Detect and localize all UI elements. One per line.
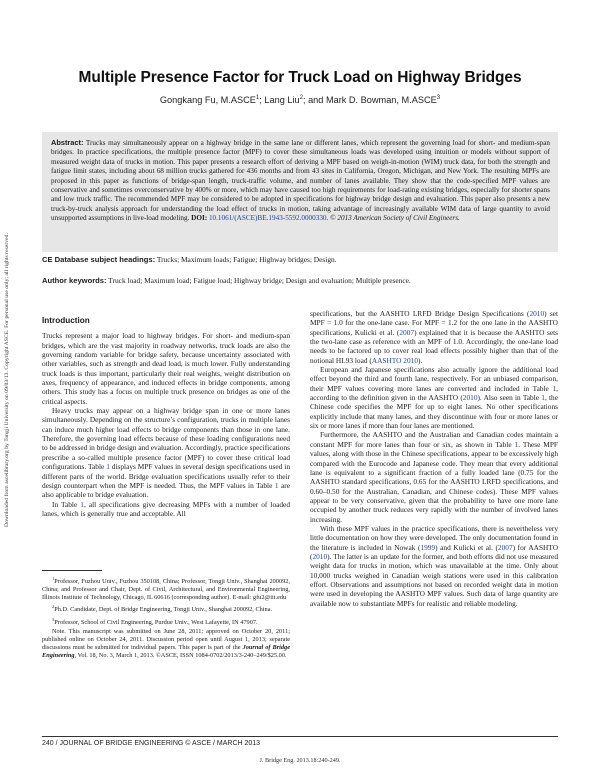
author-1: Gongkang Fu, M.ASCE: [159, 95, 256, 106]
abstract-text: Trucks may simultaneously appear on a highway bridge in the same lane or different lanes, which represent the governing load for short- and medium-span bridges. In practice specifications, the multiple presence factor (MPF) to cover these simultaneous loads was developed using intuition or models without support of measured weight data of trucks in motion. This paper presents a research effort of deriving a MPF based on weigh-in-motion (WIM) truck data, for both the strength and fatigue limit states, including about 68 million trucks gathered for 436 months and from 43 sites in California, Oregon, Michigan, and New York. The resulting MPFs are proposed in this paper as functions of bridge-span length, truck-traffic volume, and number of lanes available. They show that the code-specified MPF values are conservative and sometimes overconservative by 400% or more, which may have caused too high requirements for load-rating existing bridges, especially for shorter spans and low truck traffic. The recommended MPF may be considered to be adopted in specifications for highway bridge design and evaluation. This paper also presents a new truck-by-truck analysis approach for understanding the load effect of trucks in motion, taking advantage of increasingly available WIM data of large quantity to avoid unsupported assumptions in live-load modeling.: [51, 139, 550, 223]
footnote: $^1$Professor, Fuzhou Univ., Fuzhou 350108, China; Professor, Tongji Univ., Shanghai 200092, China; and Professor and Chair, Dept. of Civil, Architectural, and Environmental Engineering, Illinois Institute of Technology, Chicago, IL 60616 (corresponding author). E-mail: gfu2@iit.edu: [42, 576, 290, 602]
table-ref-link[interactable]: 1: [514, 439, 519, 449]
subject-headings-label: CE Database subject headings:: [42, 255, 156, 264]
citation-link[interactable]: 2007: [497, 542, 513, 552]
author-line: Gongkang Fu, M.ASCE$^1$; Lang Liu$^2$; and Mark D. Bowman, M.ASCE$^3$: [159, 95, 441, 106]
author-keywords: [42, 276, 558, 286]
footnotes: [42, 575, 290, 661]
citation-link[interactable]: 1999: [420, 542, 436, 552]
doi-link[interactable]: 10.1061/(ASCE)BE.1943-5592.0000330: [208, 214, 327, 223]
paper-title: Multiple Presence Factor for Truck Load on Highway Bridges: [78, 69, 522, 86]
citation-link[interactable]: AASHTO 2010: [371, 355, 418, 365]
paragraph: Furthermore, the AASHTO and the Australian and Canadian codes maintain a constant MPF for more lanes than four or six, as shown in Table 1. These MPF values, along with those in the Chinese specifications, appear to be excessively high compared with the Eurocode and Japanese code. They mean that every additional lane is equivalent to a significant fraction of a fully loaded lane (0.75 for the AASHTO standard specifications, 0.65 for the AASHTO LRFD specifications, and 0.60–0.50 for the Australian, Canadian, and Chinese codes). These MPF values appear to be very conservative, given that the probability to have one more lane occupied by another truck reduces very rapidly with the number of involved lanes increasing.: [310, 430, 559, 524]
table-ref-link[interactable]: 1: [106, 462, 110, 472]
copyright-notice: . © 2013 American Society of Civil Engineers.: [326, 214, 460, 223]
citation-footer: J. Bridge Eng. 2013.18:240-249.: [259, 757, 341, 764]
table-ref-link[interactable]: 1: [552, 383, 557, 393]
download-notice: [0, 170, 14, 590]
citation-link[interactable]: 2010: [462, 393, 478, 403]
section-heading-introduction: Introduction: [42, 316, 90, 325]
citation-link[interactable]: 2007: [399, 327, 415, 337]
paragraph: Trucks represent a major load to highway bridges. For short- and medium-span bridges, which are the vast majority in roadway networks, truck loads are also the governing random variable for bridge safety, because uncertainty associated with other variables, such as strength and dead load, is much lower. Fully understanding truck loads is thus important, particularly their real weights, weight distribution on axes, frequency of appearance, and induced effects in bridge components, among others. This study has a focus on multiple truck presence on bridges as one of the critical aspects.: [42, 331, 290, 406]
footnote: $^2$Ph.D. Candidate, Dept. of Bridge Engineering, Tongji Univ., Shanghai 200092, China.: [52, 604, 273, 614]
left-column: [42, 309, 290, 518]
subject-headings-text: Trucks; Maximum loads; Fatigue; Highway bridges; Design.: [155, 255, 337, 264]
citation-link[interactable]: 2010: [529, 309, 545, 318]
paragraph: European and Japanese specifications also actually ignore the additional load effect beyond the third and fourth lane, respectively. For an unbiased comparison, their MPF values covering more lanes are converted and included in Table 1, according to the definition given in the AASHTO (2010). Also seen in Table 1, the Chinese code specifies the MPF for up to eight lanes. No other specifications explicitly include that many lanes, and they discontinue with four or more lanes or six or more lanes if more than four lanes are mentioned.: [310, 365, 558, 431]
paragraph: In Table 1, all specifications give decreasing MPFs with a number of loaded lanes, which is generally true and acceptable. All: [42, 499, 290, 518]
author-keywords-label: Author keywords:: [42, 276, 107, 285]
author-keywords-text: Truck load; Maximum load; Fatigue load; Highway bridge; Design and evaluation; Multiple presence.: [106, 276, 411, 285]
submission-note: Note. This manuscript was submitted on June 28, 2011; approved on October 20, 2011; published online on October 24, 2011. Discussion period open until August 1, 2013; separate discussions must be submitted for individual papers. This paper is part of the Journal of Bridge Engineering, Vol. 18, No. 3, March 1, 2013. ©ASCE, ISSN 1084-0702/2013/3-240–249/$25.00.: [42, 627, 290, 660]
citation-link[interactable]: 2010: [312, 551, 328, 561]
table-ref-link[interactable]: 1: [274, 480, 279, 490]
right-column: [310, 309, 558, 608]
footnote: $^3$Professor, School of Civil Engineering, Purdue Univ., West Lafayette, IN 47907.: [52, 616, 258, 626]
page-footer: 240 / JOURNAL OF BRIDGE ENGINEERING © ASCE / MARCH 2013: [42, 736, 558, 747]
paragraph: With these MPF values in the practice specifications, there is nevertheless very little documentation on how they were developed. The only documentation found in the literature is included in Nowak (1999) and Kulicki et al. (2007) for AASHTO (2010). The latter is an update for the former, and both efforts did not use measured weight data for trucks in motion, which was unavailable at the time. Only about 10,000 trucks weighed in Canadian weigh stations were used in this calibration effort. Observations and assumptions not based on recorded weight data in motion were used in developing the AASHTO MPF values. Such data of large quantity are available now to substantiate MPFs for realistic and reliable modeling.: [310, 523, 558, 608]
download-notice-text: Downloaded from ascelibrary.org by Tongji University on 09/03/13. Copyright ASCE. For personal use only; all rights reserved.: [4, 233, 11, 527]
subject-headings: [42, 255, 558, 265]
paragraph: specifications, but the AASHTO LRFD Bridge Design Specifications (2010) set MPF = 1.0 for the one-lane case. For MPF = 1.2 for the one lane in the AASHTO specifications, Kulicki et al. (2007) explained that it is because the AASHTO sets the two-lane case as reference with an MPF of 1.0. Accordingly, the one-lane load needs to be factored up to cover real load effects possibly higher than that of the notional HL93 load (AASHTO 2010).: [310, 309, 558, 365]
table-ref-link[interactable]: 1: [80, 499, 84, 509]
abstract-label: Abstract:: [51, 138, 84, 147]
abstract-box: [42, 132, 558, 252]
doi-label: DOI:: [191, 214, 208, 223]
paragraph: Heavy trucks may appear on a highway bridge span in one or more lanes simultaneously. Depending on the structure’s configuration, trucks in multiple lanes can induce much higher load effects to bridge components than those in one lane. Therefore, the governing load effects because of these loading configurations need to be addressed in bridge design and evaluation. Accordingly, practice specifications prescribe a so-called multiple presence factor (MPF) to cover these critical load configurations. Table 1 displays MPF values in several design specifications used in different parts of the world. Bridge evaluation specifications usually refer to their design counterpart when the MPF is needed. Thus, the MPF values in Table 1 are also applicable to bridge evaluation.: [42, 406, 290, 500]
footnote-rule: [42, 570, 102, 571]
table-ref-link[interactable]: 1: [541, 393, 545, 403]
